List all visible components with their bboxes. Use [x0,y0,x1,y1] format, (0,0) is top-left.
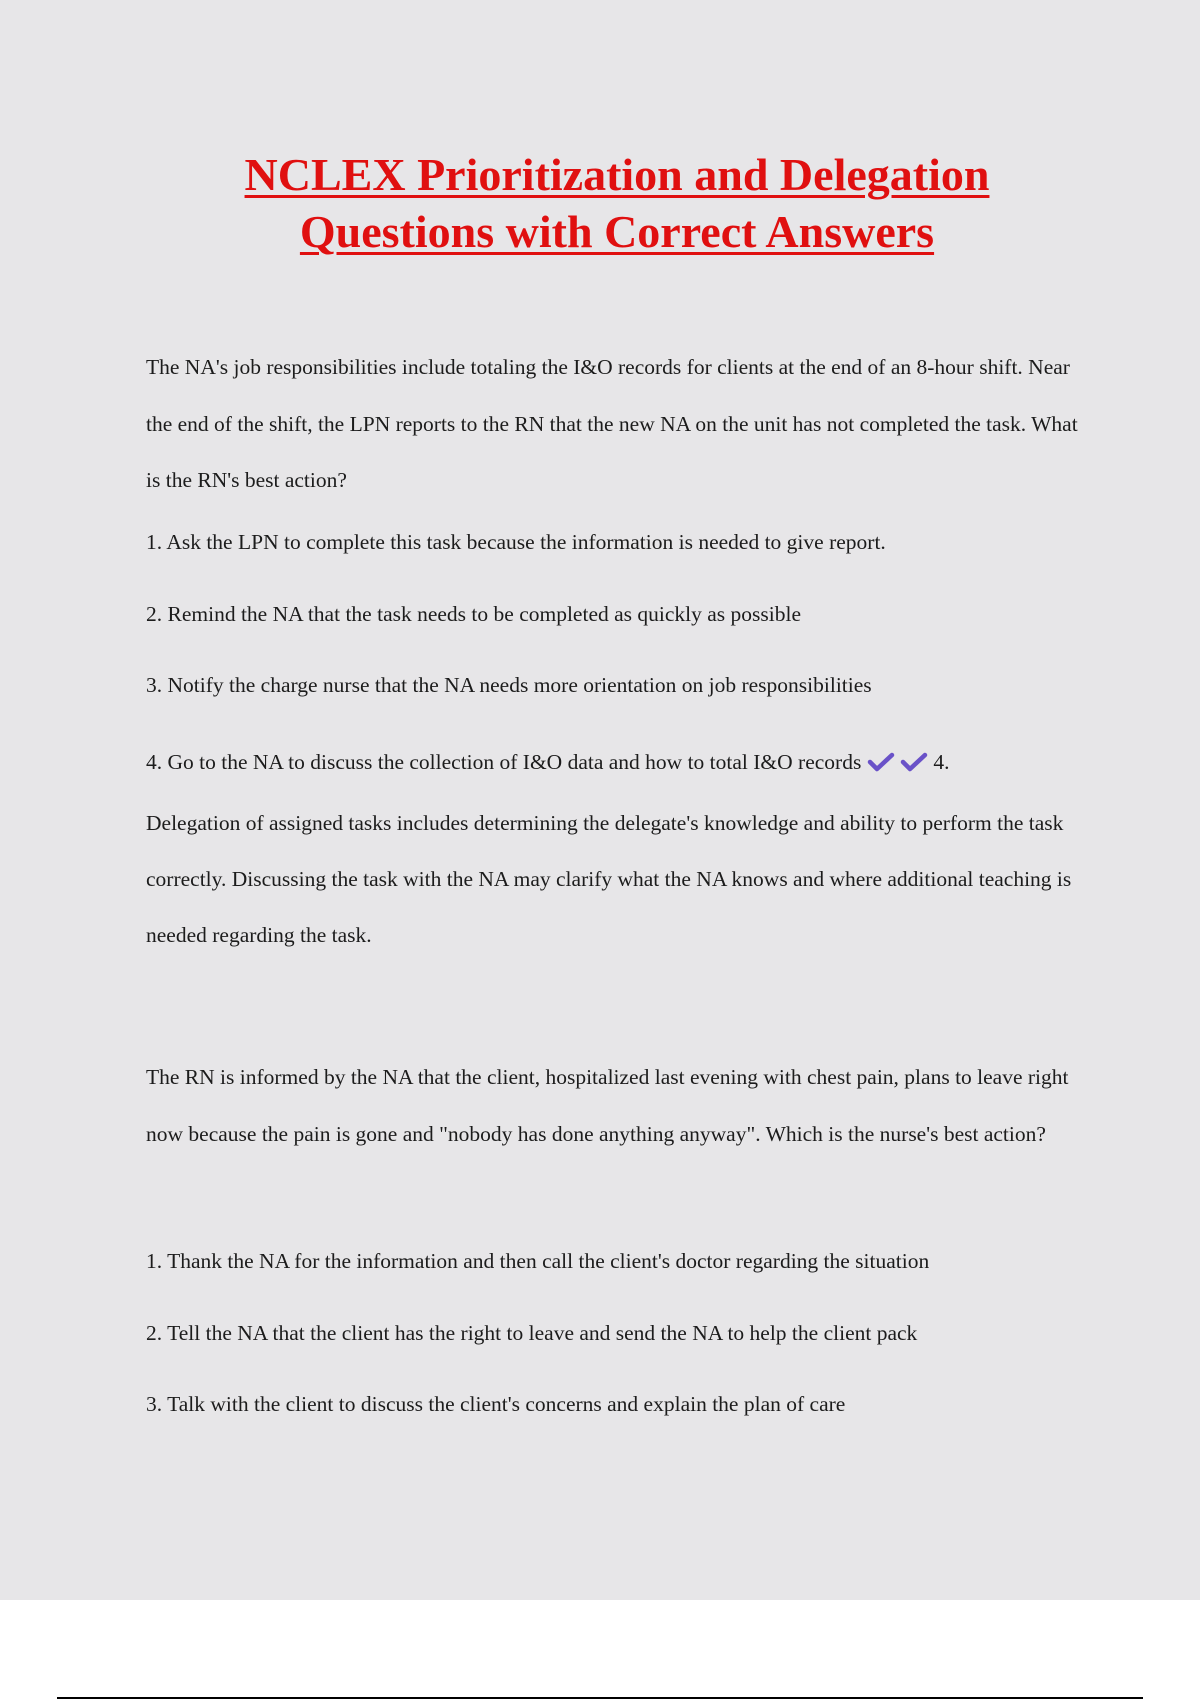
question-1-rationale: Delegation of assigned tasks includes determining the delegate's knowledge and ability to perform the task correctly. Discussing the task with the NA may clarify what the NA knows and where additional teaching is needed regarding the task. [146,811,1072,947]
correct-answer-marks [867,750,933,782]
question-1-option-4: 4. Go to the NA to discuss the collection of I&O data and how to total I&O records [146,750,862,774]
question-2-option-1: 1. Thank the NA for the information and then call the client's doctor regarding the situation [146,1249,930,1273]
question-2-stem: The RN is informed by the NA that the client, hospitalized last evening with chest pain, plans to leave right now because the pain is gone and "nobody has done anything anyway". Which is the nurse's best action? [146,1065,1069,1146]
question-1-option-2: 2. Remind the NA that the task needs to be completed as quickly as possible [146,602,802,626]
question-1-stem: The NA's job responsibilities include totaling the I&O records for clients at the end of an 8-hour shift. Near the end of the shift, the LPN reports to the RN that the new NA on the unit has not completed the task. What is the RN's best action? [146,355,1078,492]
question-1-option-3: 3. Notify the charge nurse that the NA needs more orientation on job responsibilities [146,673,872,697]
footer-rule [57,1697,1143,1699]
question-2-option-2: 2. Tell the NA that the client has the right to leave and send the NA to help the client pack [146,1321,918,1345]
question-1-option-4-line [146,746,1086,782]
question-2-option-3: 3. Talk with the client to discuss the client's concerns and explain the plan of care [146,1392,846,1416]
check-icon [900,751,928,773]
title-line-2: Questions with Correct Answers [299,206,935,257]
check-icon [867,751,895,773]
answer-label: 4. [933,750,950,774]
title-line-1: NCLEX Prioritization and Delegation [244,149,990,200]
question-1-option-1: 1. Ask the LPN to complete this task because the information is needed to give report. [146,530,886,554]
document-title [0,146,1200,260]
